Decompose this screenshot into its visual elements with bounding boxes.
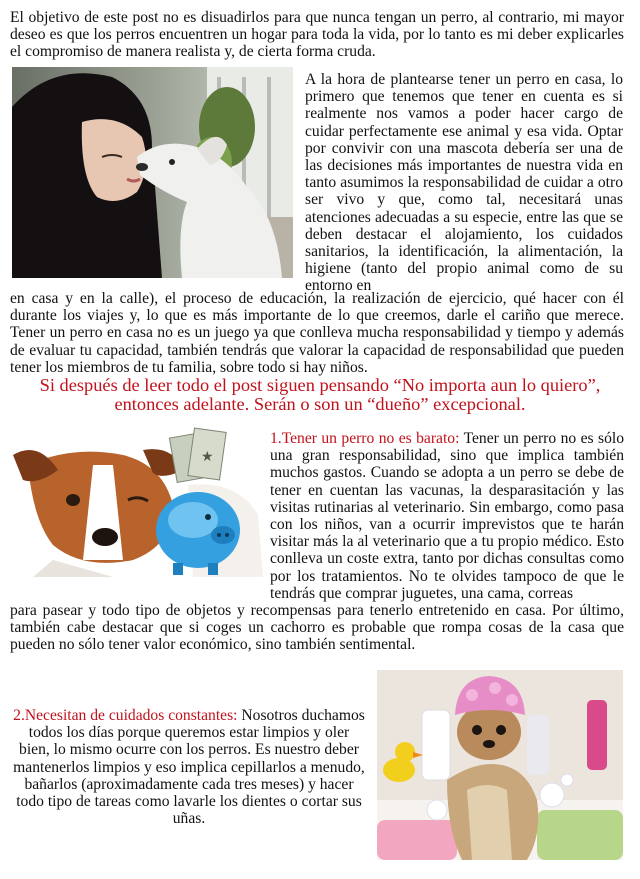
woman-and-dog-photo xyxy=(12,67,293,278)
point2-paragraph xyxy=(12,707,366,827)
dog-bath-photo xyxy=(377,670,623,860)
section1-paragraph-beside: A la hora de plantearse tener un perro en casa, lo primero que tenemos que tener en cuenta es si realmente nos vamos a poder hacer cargo de cuidar perfectamente ese animal y esa vida. Optar por convivir con una mascota debería ser una de las decisiones más importantes de nuestra vida en tanto asumimos la responsabilidad de cuidar a otro ser vivo y que, como tal, necesitará unas atenciones adecuadas a su especie, entre las que se deben destacar el alojamiento, los cuidados sanitarios, la identificación, la alimentación, la higiene (tanto del propio animal como de su entorno en xyxy=(305,71,623,295)
point2-heading: 2.Necesitan de cuidados constantes: xyxy=(13,707,238,724)
point1-heading: 1.Tener un perro no es barato: xyxy=(270,430,460,447)
dog-bath-illustration xyxy=(377,670,623,860)
section1-paragraph-below: en casa y en la calle), el proceso de educación, la realización de ejercicio, qué hacer con él durante los viajes y, lo que es más importante de lo que creemos, darle el cariño que merece. Tener un perro en casa no es un juego ya que conlleva mucha responsabilidad y tiempo y además de evaluar tu capacidad, también tendrás que valorar la capacidad de responsabilidad que pueden tener los miembros de tu familia, sobre todo si hay niños. xyxy=(10,290,624,376)
woman-and-dog-illustration xyxy=(12,67,293,278)
point1-paragraph-beside xyxy=(270,430,624,602)
point2-text: Nosotros duchamos todos los días porque queremos estar limpios y oler bien, lo mismo ocurre con los perros. Es nuestro deber mantenerlos limpios y eso implica cepillarlos a menudo, bañarlos (aproximadamente cada tres meses) y hacer todo tipo de tareas como lavarle los dientes o cortar sus uñas. xyxy=(13,707,365,828)
point1-text-beside: Tener un perro no es sólo una gran responsabilidad, sino que implica también muchos gastos. Cuando se adopta a un perro se debe de tener en cuentan las vacunas, la desparasitación y las visitas rutinarias al veterinario. Sin embargo, como pasa con los niños, van a ocurrir imprevistos que te harán visitar más la al veterinario que a tu propio médico. Esto conlleva un coste extra, tanto por dichas consultas como por los tratamientos. No te olvides tampoco de que le tendrás que comprar juguetes, una cama, correas xyxy=(270,430,625,602)
point1-paragraph-below: para pasear y todo tipo de objetos y recompensas para tenerlo entretenido en casa. Por último, también cabe destacar que si coges un cachorro es probable que rompa cosas de la casa que pueden no sólo tener valor económico, sino también sentimental. xyxy=(10,602,624,654)
dog-piggy-bank-photo xyxy=(13,425,263,577)
intro-paragraph: El objetivo de este post no es disuadirlos para que nunca tengan un perro, al contrario, mi mayor deseo es que los perros encuentren un hogar para toda la vida, por lo tanto es mi deber explicarles el compromiso de manera realista y, de cierta forma cruda. xyxy=(10,9,624,61)
dog-piggy-bank-illustration xyxy=(13,425,263,577)
highlight-quote: Si después de leer todo el post siguen pensando “No importa aun lo quiero”, entonces adelante. Serán o son un “dueño” excepcional. xyxy=(39,375,601,414)
star-glyph: ★ xyxy=(201,449,214,465)
